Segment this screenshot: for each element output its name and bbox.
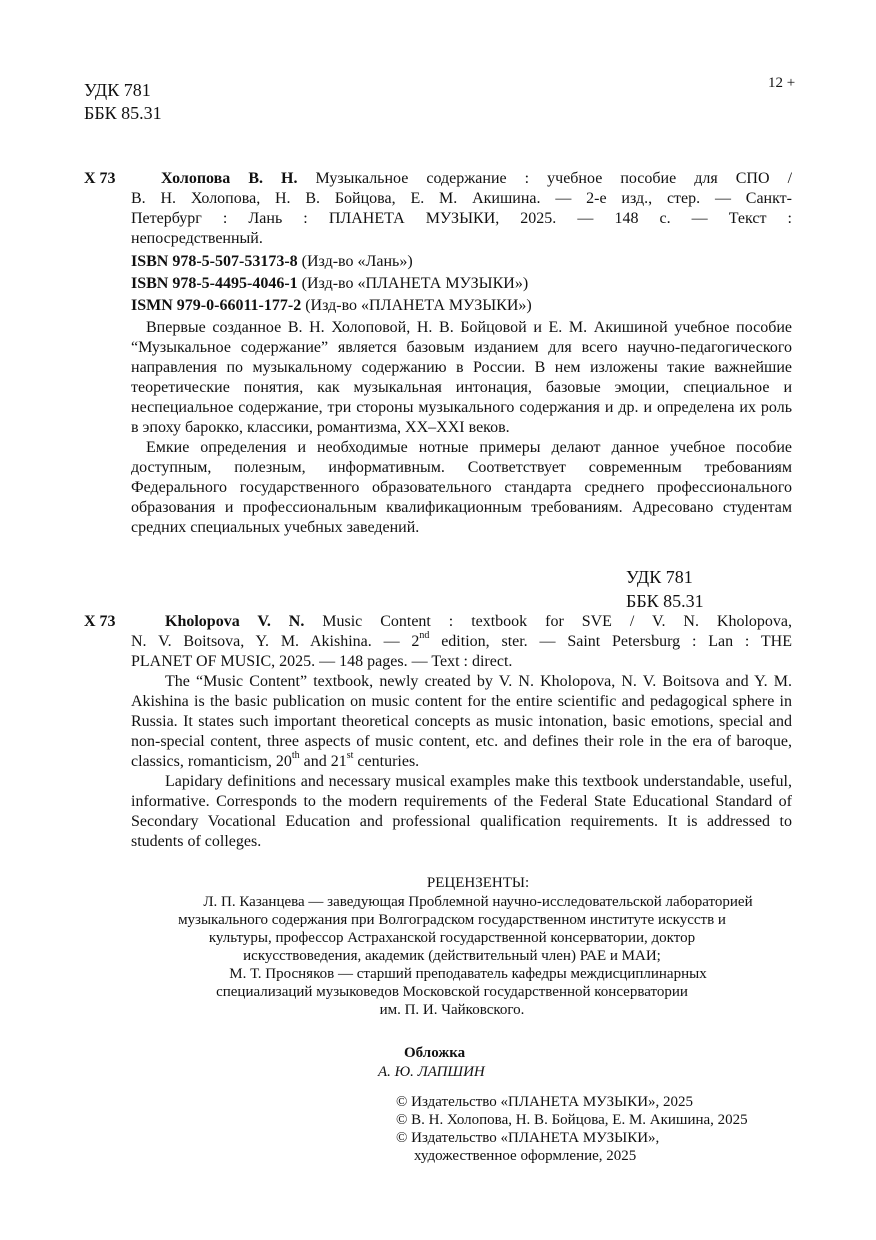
- reviewer-line: культуры, профессор Астраханской государственной консерватории, доктор: [208, 930, 696, 946]
- reviewer-line: Л. П. Казанцева — заведующая Проблемной научно-исследовательской лабораторией: [203, 894, 753, 910]
- copyright-line: художественное оформление, 2025: [414, 1148, 637, 1164]
- ru-author: Холопова В. Н.: [161, 170, 298, 187]
- en-desc-line1: Kholopova V. N. Music Content : textbook for SVE / V. N. Kholopova,: [165, 613, 792, 630]
- udk-mid: УДК 781: [626, 567, 693, 587]
- isbn-lan: ISBN 978-5-507-53173-8 (Изд-во «Лань»): [131, 253, 413, 270]
- isbn-planeta: ISBN 978-5-4495-4046-1 (Изд-во «ПЛАНЕТА МУЗЫКИ»): [131, 275, 529, 292]
- ru-entry: [131, 169, 792, 538]
- cover-heading: Обложка: [404, 1045, 466, 1061]
- reviewer-line: музыкального содержания при Волгоградском государственном институте искусств и: [178, 912, 726, 928]
- en-desc-line2: N. V. Boitsova, Y. M. Akishina. — 2nd edition, ster. — Saint Petersburg : Lan : THE: [131, 630, 793, 650]
- copyright-line: © Издательство «ПЛАНЕТА МУЗЫКИ»,: [396, 1130, 660, 1146]
- reviewers-block: [120, 893, 836, 1019]
- en-entry-code: Х 73: [84, 613, 116, 630]
- en-annotation-1: The “Music Content” textbook, newly created by V. N. Kholopova, N. V. Boitsova and Y. M. Akishina is the basic publication on music content for the entire scientific and pedagogical sphere in Russia. It states such important theoretical concepts as music intonation, basic emotions, special and non-special content, three aspects of music content, etc. and defines their role in the era of baroque, classics, romanticism, 20th and 21st centuries.: [131, 673, 792, 770]
- ru-annotation-1: Впервые созданное В. Н. Холоповой, Н. В. Бойцовой и Е. М. Акишиной учебное пособие “Музыкальное содержание” является базовым изданием для всего научно-педагогического направления по музыкальному содержанию в России. В нем изложены такие важнейшие теоретические понятия, как музыкальная интонация, базовые эмоции, специальное и неспециальное содержание, три стороны музыкального содержания и др. и определена их роль в эпоху барокко, классики, романтизма, XX–XXI веков.: [131, 319, 792, 436]
- ru-desc-line2: В. Н. Холопова, Н. В. Бойцова, Е. М. Акишина. — 2-е изд., стер. — Санкт-: [131, 190, 792, 207]
- ru-desc-line3: Петербург : Лань : ПЛАНЕТА МУЗЫКИ, 2025. — 148 с. — Текст :: [131, 210, 792, 227]
- bbk-mid: ББК 85.31: [626, 591, 704, 611]
- en-entry: [131, 612, 792, 852]
- ru-desc-line1: Холопова В. Н. Музыкальное содержание : учебное пособие для СПО /: [161, 170, 793, 187]
- age-rating: 12 +: [768, 75, 796, 91]
- bbk-top: ББК 85.31: [84, 103, 162, 123]
- reviewer-line: специализаций музыковедов Московской государственной консерватории: [216, 984, 688, 1000]
- ismn-planeta: ISMN 979-0-66011-177-2 (Изд-во «ПЛАНЕТА МУЗЫКИ»): [131, 297, 532, 314]
- cover-artist: А. Ю. ЛАПШИН: [378, 1064, 485, 1080]
- copyright-block: [396, 1093, 748, 1165]
- reviewers-heading: РЕЦЕНЗЕНТЫ:: [426, 875, 530, 891]
- en-author: Kholopova V. N.: [165, 613, 305, 630]
- ru-entry-code: Х 73: [84, 170, 116, 187]
- udk-top: УДК 781: [84, 80, 151, 100]
- reviewer-line: им. П. И. Чайковского.: [379, 1002, 525, 1018]
- copyright-line: © В. Н. Холопова, Н. В. Бойцова, Е. М. Акишина, 2025: [396, 1112, 748, 1128]
- en-annotation-2: Lapidary definitions and necessary musical examples make this textbook understandable, useful, informative. Corresponds to the modern requirements of the Federal State Educational Standard of Secondary Vocational Education and professional qualification requirements. It is addressed to students of colleges.: [131, 773, 792, 850]
- reviewer-line: искусствоведения, академик (действительный член) РАЕ и МАИ;: [243, 948, 661, 964]
- copyright-line: © Издательство «ПЛАНЕТА МУЗЫКИ», 2025: [396, 1094, 694, 1110]
- ru-annotation-2: Емкие определения и необходимые нотные примеры делают данное учебное пособие доступным, полезным, информативным. Соответствует современным требованиям Федерального государственного образовательного стандарта среднего профессионального образования и профессиональным квалификационным требованиям. Адресовано студентам средних специальных учебных заведений.: [131, 439, 792, 536]
- ru-desc-line4: непосредственный.: [131, 230, 263, 247]
- en-desc-line3: PLANET OF MUSIC, 2025. — 148 pages. — Text : direct.: [131, 653, 513, 670]
- ru-isbn-block: [131, 251, 792, 317]
- reviewer-line: М. Т. Просняков — старший преподаватель кафедры междисциплинарных: [229, 966, 707, 982]
